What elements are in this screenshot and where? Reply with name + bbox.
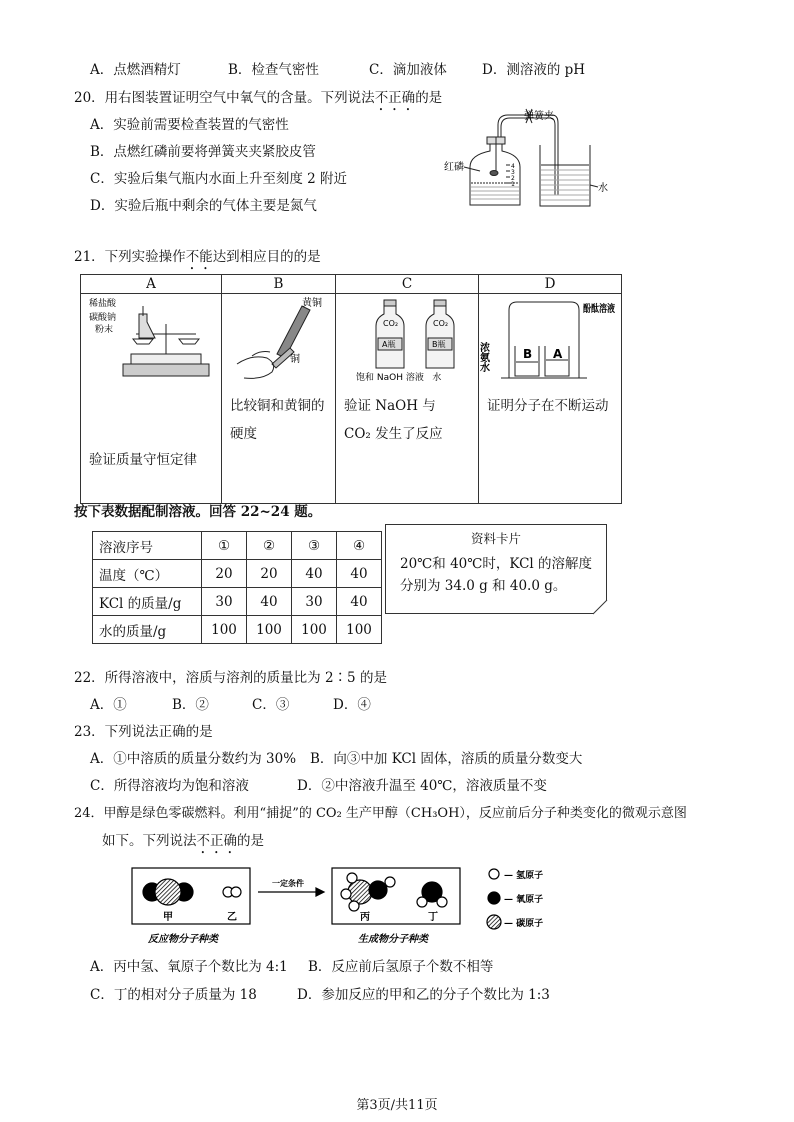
q21-stem-emphasis: 不能	[185, 249, 213, 265]
legend-carbon: — 碳原子	[504, 919, 544, 929]
kcl-col-3: ③	[292, 532, 337, 560]
q23-option-b: B．向③中加 KCl 固体，溶质的质量分数变大	[310, 751, 583, 767]
q24-option-c: C．丁的相对分子质量为 18	[90, 987, 257, 1003]
q22-stem: 22．所得溶液中，溶质与溶剂的质量比为 2∶5 的是	[74, 670, 387, 686]
kcl-temp-4: 40	[337, 560, 382, 588]
q21-text-b: 比较铜和黄铜的硬度	[230, 398, 325, 442]
q21-header-d: D	[479, 275, 622, 294]
kcl-water-3: 100	[292, 616, 337, 644]
kcl-water-4: 100	[337, 616, 382, 644]
q24-stem2-emphasis: 不正确	[196, 833, 237, 849]
q20-option-c: C．实验后集气瓶内水面上升至刻度 2 附近	[90, 171, 348, 187]
q21-cell-d	[479, 294, 622, 504]
q20-stem	[74, 89, 442, 114]
q19-option-c: C．滴加液体	[369, 62, 447, 78]
q23-option-a: A．①中溶质的质量分数约为 30%	[90, 751, 297, 767]
kcl-header-water: 水的质量/g	[93, 616, 202, 644]
q20-option-d: D．实验后瓶中剩余的气体主要是氮气	[90, 198, 317, 214]
q23-option-c: C．所得溶液均为饱和溶液	[90, 778, 249, 794]
beaker-a-label: A	[553, 347, 563, 361]
ammonia-figure	[479, 294, 621, 384]
q20-option-a: A．实验前需要检查装置的气密性	[90, 117, 289, 133]
kcl-mass-3: 30	[292, 588, 337, 616]
ammonia-right-label-1: 酚酞溶液	[583, 304, 623, 315]
q22-option-b: B．②	[172, 697, 209, 713]
q20-phosphorus-label: 红磷	[444, 162, 464, 173]
molecule-yi-label: 乙	[227, 912, 237, 923]
kcl-table	[92, 531, 382, 644]
molecule-bing-label: 丙	[360, 912, 370, 923]
reaction-condition-label: 一定条件	[272, 879, 304, 888]
q22-option-d: D．④	[333, 697, 371, 713]
q20-clamp-label: 弹簧夹	[524, 111, 554, 122]
q23-option-d: D．②中溶液升温至 40℃，溶液质量不变	[297, 778, 547, 794]
kcl-col-2: ②	[247, 532, 292, 560]
info-card-body: 20℃和 40℃时，KCl 的溶解度分别为 34.0 g 和 40.0 g。	[400, 556, 593, 594]
page-footer: 第3页/共11页	[356, 1098, 438, 1113]
kcl-header-temperature: 温度（℃）	[93, 560, 202, 588]
q24-reaction-figure	[128, 862, 598, 950]
bottle-a-gas: CO₂	[383, 319, 399, 328]
q24-option-b: B．反应前后氢原子个数不相等	[308, 959, 494, 975]
balance-label-powder: 粉末	[95, 325, 114, 335]
q20-stem-emphasis: 不正确	[374, 90, 416, 106]
q23-stem: 23．下列说法正确的是	[74, 724, 213, 740]
kcl-temp-1: 20	[202, 560, 247, 588]
kcl-water-2: 100	[247, 616, 292, 644]
bottle-b-gas: CO₂	[433, 319, 449, 328]
q24-option-d: D．参加反应的甲和乙的分子个数比为 1:3	[297, 987, 550, 1003]
legend-hydrogen: — 氢原子	[504, 871, 544, 881]
q24-option-a: A．丙中氢、氧原子个数比为 4:1	[90, 959, 288, 975]
balance-label-carbonate: 碳酸钠	[89, 313, 117, 323]
balance-label-acid: 稀盐酸	[89, 299, 117, 309]
scratch-label-brass: 黄铜	[302, 298, 322, 309]
bottles-figure	[336, 294, 478, 384]
ammonia-left-label: 浓氨水	[477, 342, 489, 372]
balance-figure	[81, 294, 221, 384]
kcl-temp-2: 20	[247, 560, 292, 588]
scratch-label-copper: 铜	[290, 354, 300, 365]
q21-cell-c	[336, 294, 479, 504]
bottles-caption: 饱和 NaOH 溶液 水	[356, 373, 442, 383]
q22-option-c: C．③	[252, 697, 290, 713]
q21-header-b: B	[222, 275, 336, 294]
q24-stem2-post: 的是	[237, 833, 264, 849]
q20-option-b: B．点燃红磷前要将弹簧夹夹紧胶皮管	[90, 144, 316, 160]
q20-stem-pre: 20．用右图装置证明空气中氧气的含量。下列说法	[74, 90, 375, 106]
molecule-jia-label: 甲	[163, 912, 173, 923]
bottle-b-label: B瓶	[432, 340, 446, 349]
info-card	[385, 524, 607, 614]
bottle-a-label: A瓶	[382, 340, 396, 349]
q19-option-b: B．检查气密性	[228, 62, 319, 78]
kcl-mass-4: 40	[337, 588, 382, 616]
q21-cell-b	[222, 294, 336, 504]
scratch-figure	[222, 294, 335, 384]
q24-stem2-pre: 如下。下列说法	[102, 833, 197, 849]
q20-water-label: 水	[598, 183, 608, 194]
q19-option-d: D．测溶液的 pH	[482, 62, 586, 78]
molecule-ding-label: 丁	[428, 912, 438, 923]
q20-apparatus-figure	[440, 105, 615, 210]
q21-text-a: 验证质量守恒定律	[89, 452, 197, 468]
product-caption: 生成物分子种类	[358, 934, 428, 945]
q20-stem-post: 的是	[415, 90, 443, 106]
kcl-header-mass: KCl 的质量/g	[93, 588, 202, 616]
q21-text-c: 验证 NaOH 与 CO₂ 发生了反应	[344, 398, 443, 442]
q24-stem-line2	[102, 832, 264, 857]
q21-header-a: A	[81, 275, 222, 294]
kcl-mass-2: 40	[247, 588, 292, 616]
kcl-temp-3: 40	[292, 560, 337, 588]
kcl-water-1: 100	[202, 616, 247, 644]
q21-stem-post: 达到相应目的的是	[212, 249, 321, 265]
q21-header-c: C	[336, 275, 479, 294]
prep-intro: 按下表数据配制溶液。回答 22~24 题。	[74, 504, 322, 520]
q22-option-a: A．①	[90, 697, 127, 713]
reactant-caption: 反应物分子种类	[148, 934, 218, 945]
q19-option-a: A．点燃酒精灯	[90, 62, 181, 78]
q20-scale-4: 4	[511, 163, 515, 170]
kcl-header-index: 溶液序号	[93, 532, 202, 560]
q20-scale-2: 2	[511, 175, 515, 182]
q21-stem	[74, 248, 321, 273]
kcl-col-1: ①	[202, 532, 247, 560]
legend-oxygen: — 氧原子	[504, 895, 544, 905]
kcl-mass-1: 30	[202, 588, 247, 616]
q21-text-d: 证明分子在不断运动	[487, 398, 609, 414]
q20-scale-3: 3	[511, 169, 515, 176]
q21-stem-pre: 21．下列实验操作	[74, 249, 186, 265]
kcl-col-4: ④	[337, 532, 382, 560]
q21-cell-a	[81, 294, 222, 504]
card-folded-corner-icon	[593, 600, 607, 614]
q24-stem: 24．甲醇是绿色零碳燃料。利用“捕捉”的 CO₂ 生产甲醇（CH₃OH），反应前后分子种类变化的微观示意图	[74, 806, 687, 821]
q21-table	[80, 274, 622, 504]
q20-scale-1: 1	[511, 181, 515, 188]
beaker-b-label: B	[523, 347, 533, 361]
info-card-title: 资料卡片	[470, 531, 521, 546]
